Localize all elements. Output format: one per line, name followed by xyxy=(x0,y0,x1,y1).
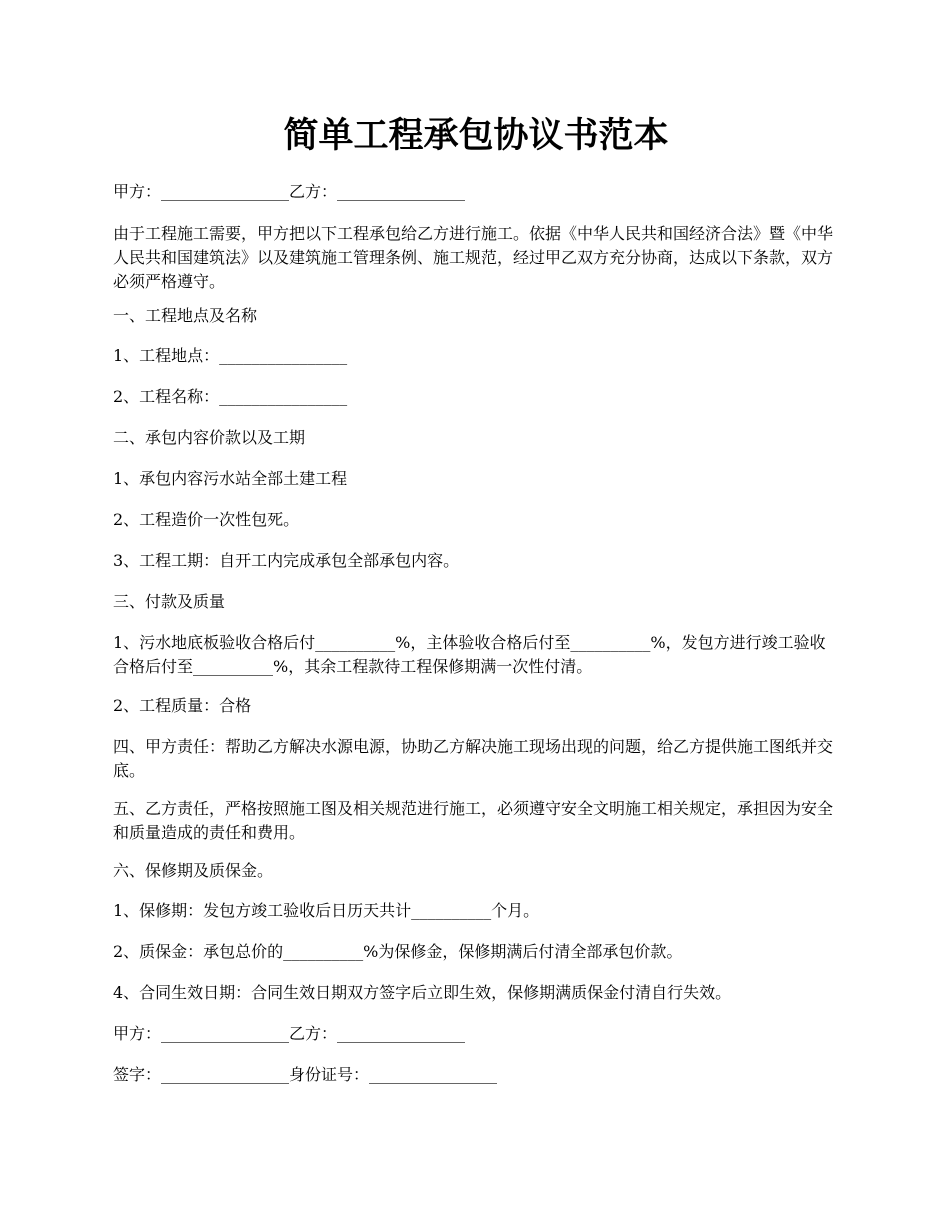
section-heading-location: 一、工程地点及名称 xyxy=(113,306,258,325)
clause-payment: 1、污水地底板验收合格后付__________%，主体验收合格后付至__________%，发包方进行竣工验收合格后付至__________%，其余工程款待工程保修期满一次性付清。 xyxy=(113,633,826,676)
clause-price: 2、工程造价一次性包死。 xyxy=(113,510,300,529)
clause-warranty-period: 1、保修期：发包方竣工验收后日历天共计__________个月。 xyxy=(113,901,540,920)
party-line-bottom: 甲方：________________乙方：________________ xyxy=(113,1024,466,1043)
section-party-a-duty: 四、甲方责任：帮助乙方解决水源电源，协助乙方解决施工现场出现的问题，给乙方提供施工图纸并交底。 xyxy=(113,737,834,780)
section-heading-warranty: 六、保修期及质保金。 xyxy=(113,861,274,880)
clause-location: 1、工程地点：________________ xyxy=(113,346,348,365)
clause-deposit: 2、质保金：承包总价的__________%为保修金，保修期满后付清全部承包价款。 xyxy=(113,942,683,961)
section-party-b-duty: 五、乙方责任，严格按照施工图及相关规范进行施工，必须遵守安全文明施工相关规定，承担因为安全和质量造成的责任和费用。 xyxy=(113,799,834,842)
party-line-top: 甲方：________________乙方：________________ xyxy=(113,182,466,201)
clause-duration: 3、工程工期：自开工内完成承包全部承包内容。 xyxy=(113,551,460,570)
intro-paragraph: 由于工程施工需要，甲方把以下工程承包给乙方进行施工。依据《中华人民共和国经济合法》暨《中华人民共和国建筑法》以及建筑施工管理条例、施工规范，经过甲乙双方充分协商，达成以下条款，双方必须严格遵守。 xyxy=(113,224,834,291)
section-heading-contract: 二、承包内容价款以及工期 xyxy=(113,428,306,447)
clause-content: 1、承包内容污水站全部土建工程 xyxy=(113,469,348,488)
clause-effective-date: 4、合同生效日期：合同生效日期双方签字后立即生效，保修期满质保金付清自行失效。 xyxy=(113,983,732,1002)
clause-quality: 2、工程质量：合格 xyxy=(113,696,252,715)
signature-line: 签字：________________身份证号：________________ xyxy=(113,1065,498,1084)
clause-name: 2、工程名称：________________ xyxy=(113,387,348,406)
document-title: 简单工程承包协议书范本 xyxy=(283,115,669,156)
section-heading-payment: 三、付款及质量 xyxy=(113,592,226,611)
